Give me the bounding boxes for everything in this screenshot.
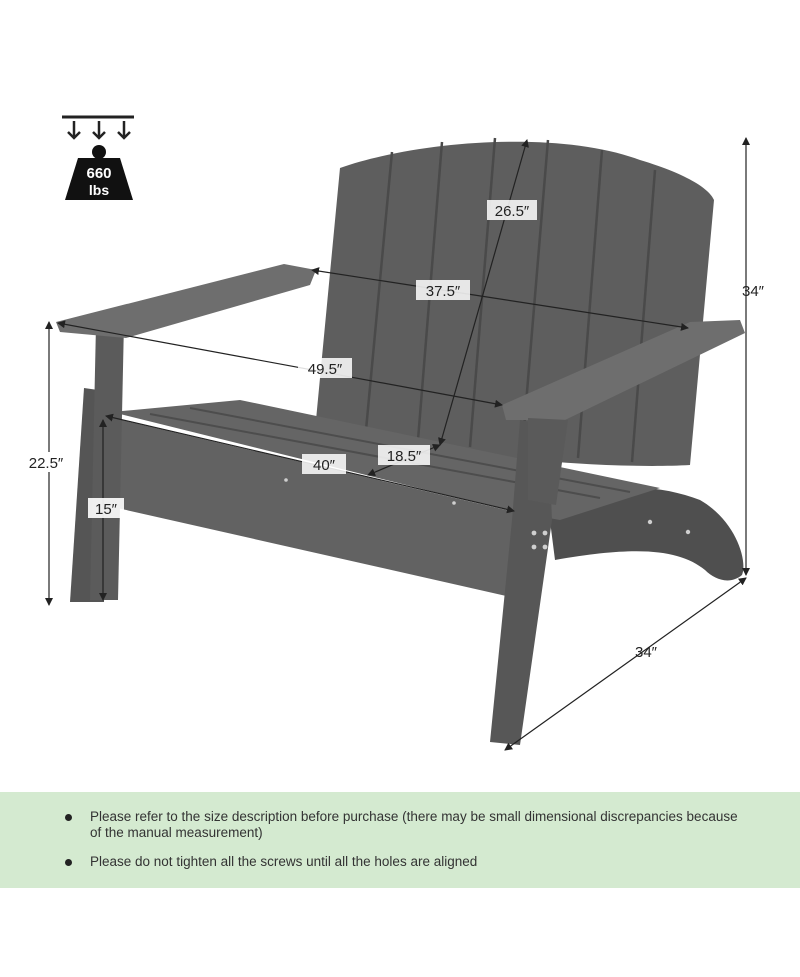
overall-depth-label: 34″ bbox=[635, 644, 657, 661]
weight-capacity-icon bbox=[62, 117, 134, 200]
back-height-label: 26.5″ bbox=[494, 203, 530, 220]
overall-height-label: 34″ bbox=[742, 283, 764, 300]
overall-depth-line bbox=[505, 578, 746, 750]
arm-height-label: 22.5″ bbox=[28, 455, 64, 472]
overall-width-label: 49.5″ bbox=[307, 361, 343, 378]
back-width-label: 37.5″ bbox=[425, 283, 461, 300]
notes-panel bbox=[0, 792, 800, 888]
bullet-icon bbox=[65, 859, 72, 866]
weight-unit: lbs bbox=[88, 182, 110, 198]
note-text: Please refer to the size description before purchase (there may be small dimensional discrepancies because of the manual measurement) bbox=[90, 809, 738, 840]
note-item bbox=[68, 854, 748, 870]
bullet-icon bbox=[65, 814, 72, 821]
seat-depth-label: 18.5″ bbox=[386, 448, 422, 465]
seat-height-label: 15″ bbox=[95, 501, 117, 518]
note-text: Please do not tighten all the screws until all the holes are aligned bbox=[90, 854, 478, 869]
weight-value: 660 bbox=[86, 165, 112, 182]
note-item bbox=[68, 809, 748, 841]
seat-width-label: 40″ bbox=[313, 457, 335, 474]
